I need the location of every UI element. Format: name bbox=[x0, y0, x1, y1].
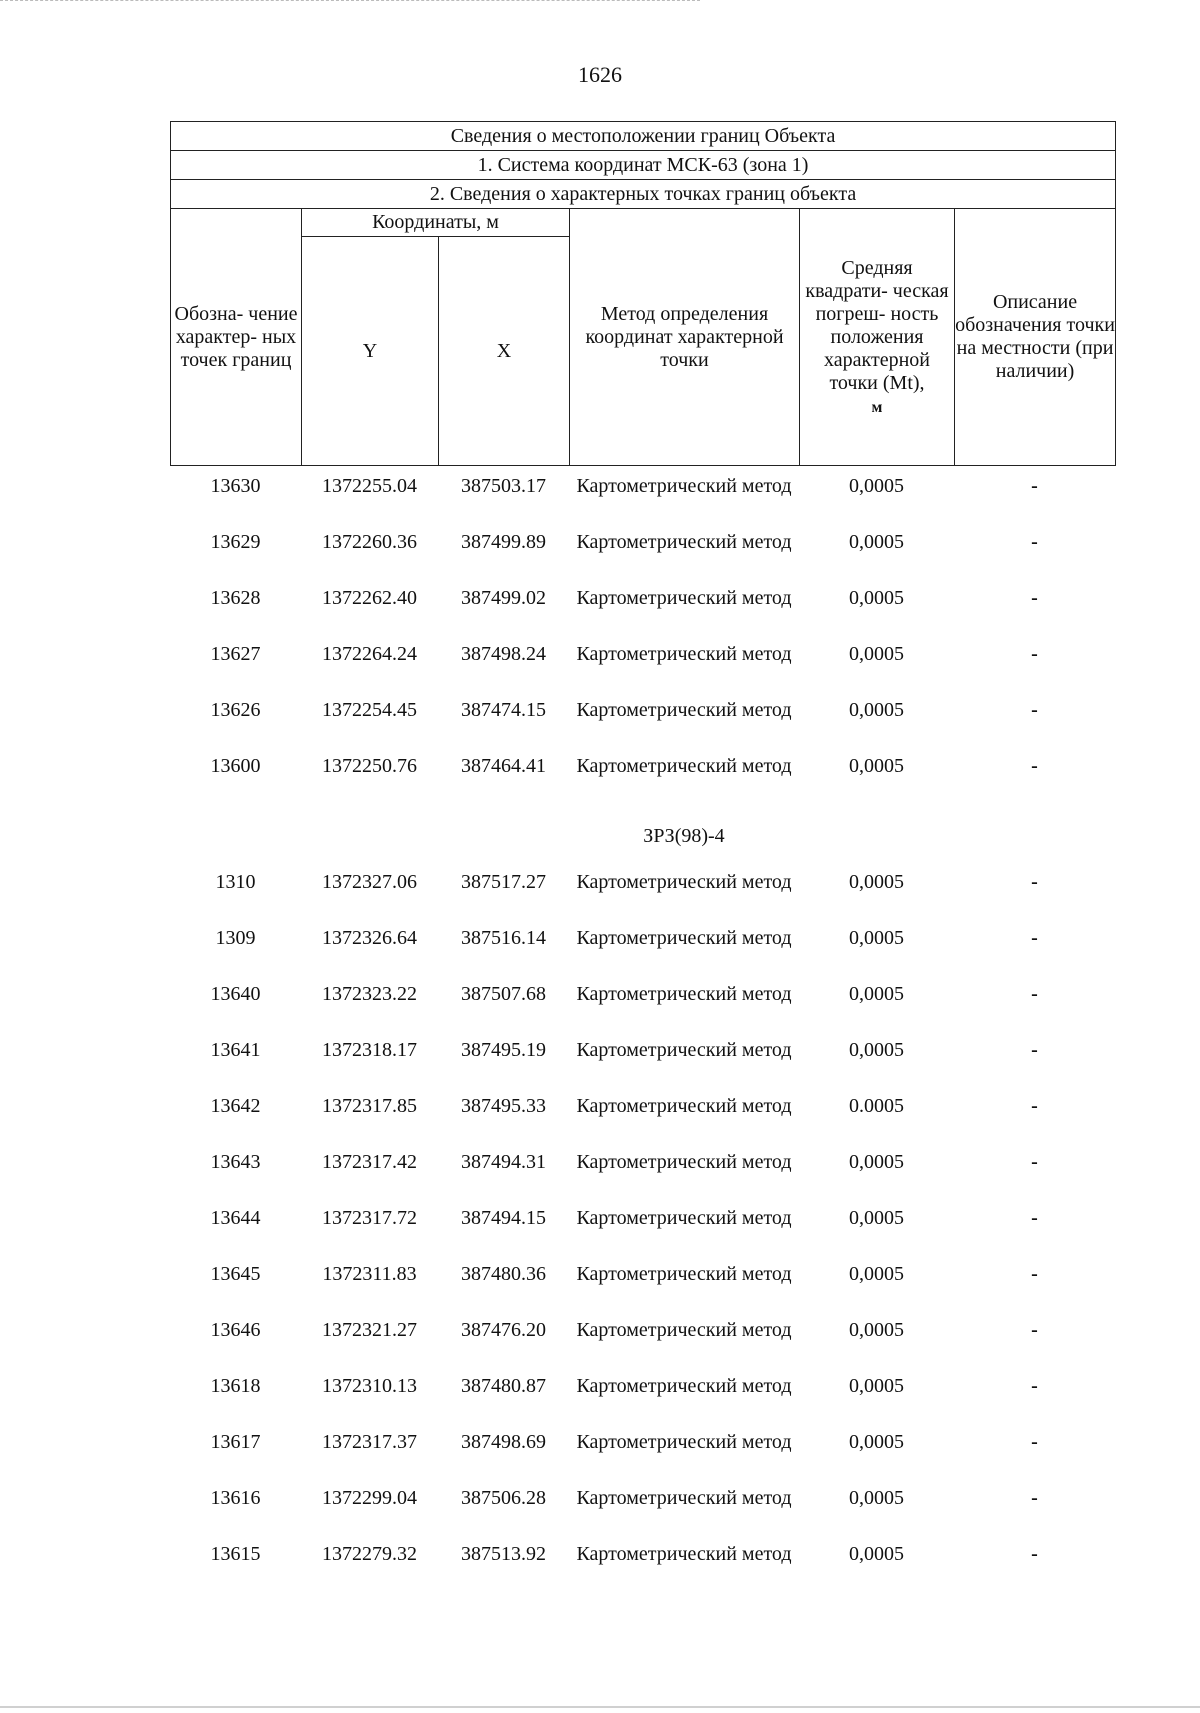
table-row bbox=[170, 528, 1115, 584]
mean-error: 0,0005 bbox=[849, 475, 904, 497]
coord-x: 387474.15 bbox=[461, 699, 546, 721]
description: - bbox=[1031, 1263, 1038, 1285]
mean-error: 0.0005 bbox=[849, 1095, 904, 1117]
coord-x: 387517.27 bbox=[461, 871, 546, 893]
mean-error: 0,0005 bbox=[849, 927, 904, 949]
mean-error: 0,0005 bbox=[849, 871, 904, 893]
table-row bbox=[170, 868, 1115, 924]
mean-error: 0,0005 bbox=[849, 531, 904, 553]
coord-y: 1372279.32 bbox=[322, 1543, 417, 1565]
description: - bbox=[1031, 1487, 1038, 1509]
method: Картометрический метод bbox=[576, 475, 792, 497]
col-point-header: Обозна- чение характер- ных точек границ bbox=[171, 209, 302, 466]
point-id: 13645 bbox=[210, 1263, 261, 1285]
coord-x: 387495.19 bbox=[461, 1039, 546, 1061]
table-row bbox=[170, 752, 1115, 808]
mean-error: 0,0005 bbox=[849, 1431, 904, 1453]
table-row bbox=[170, 1372, 1115, 1428]
coord-x: 387498.69 bbox=[461, 1431, 546, 1453]
description: - bbox=[1031, 1431, 1038, 1453]
point-id: 13617 bbox=[210, 1431, 261, 1453]
coord-y: 1372299.04 bbox=[322, 1487, 417, 1509]
description: - bbox=[1031, 1543, 1038, 1565]
point-id: 13643 bbox=[210, 1151, 261, 1173]
point-id: 13644 bbox=[210, 1207, 261, 1229]
mean-error: 0,0005 bbox=[849, 643, 904, 665]
coord-y: 1372310.13 bbox=[322, 1375, 417, 1397]
point-id: 13627 bbox=[210, 643, 261, 665]
coord-y: 1372317.37 bbox=[322, 1431, 417, 1453]
table-row bbox=[170, 584, 1115, 640]
coord-x: 387498.24 bbox=[461, 643, 546, 665]
col-error-text: Средняя квадрати- ческая погреш- ность положения характерной точки (Mt), bbox=[805, 256, 949, 394]
coord-y: 1372317.72 bbox=[322, 1207, 417, 1229]
coord-x: 387499.02 bbox=[461, 587, 546, 609]
coord-y: 1372323.22 bbox=[322, 983, 417, 1005]
coord-y: 1372260.36 bbox=[322, 531, 417, 553]
table-row bbox=[170, 640, 1115, 696]
method: Картометрический метод bbox=[576, 1431, 792, 1453]
mean-error: 0,0005 bbox=[849, 1151, 904, 1173]
method: Картометрический метод bbox=[576, 927, 792, 949]
coord-x: 387480.87 bbox=[461, 1375, 546, 1397]
description: - bbox=[1031, 1039, 1038, 1061]
coord-x: 387494.31 bbox=[461, 1151, 546, 1173]
coord-x: 387494.15 bbox=[461, 1207, 546, 1229]
table-row bbox=[170, 1036, 1115, 1092]
coord-y: 1372318.17 bbox=[322, 1039, 417, 1061]
mean-error: 0,0005 bbox=[849, 1039, 904, 1061]
section-label: ЗРЗ(98)-4 bbox=[643, 825, 725, 847]
mean-error: 0,0005 bbox=[849, 983, 904, 1005]
col-error-header bbox=[800, 209, 955, 466]
mean-error: 0,0005 bbox=[849, 1487, 904, 1509]
points-table bbox=[170, 472, 1115, 1596]
coord-y: 1372250.76 bbox=[322, 755, 417, 777]
point-id: 13641 bbox=[210, 1039, 261, 1061]
method: Картометрический метод bbox=[576, 1263, 792, 1285]
table-row bbox=[170, 472, 1115, 528]
scan-edge-top bbox=[0, 0, 700, 1]
point-id: 13630 bbox=[210, 475, 261, 497]
mean-error: 0,0005 bbox=[849, 1543, 904, 1565]
page-number: 1626 bbox=[578, 62, 622, 87]
method: Картометрический метод bbox=[576, 1095, 792, 1117]
method: Картометрический метод bbox=[576, 1151, 792, 1173]
table-row bbox=[170, 1428, 1115, 1484]
method: Картометрический метод bbox=[576, 643, 792, 665]
method: Картометрический метод bbox=[576, 1375, 792, 1397]
point-id: 13615 bbox=[210, 1543, 261, 1565]
point-id: 13640 bbox=[210, 983, 261, 1005]
table-row bbox=[170, 1484, 1115, 1540]
description: - bbox=[1031, 755, 1038, 777]
description: - bbox=[1031, 699, 1038, 721]
coord-x: 387464.41 bbox=[461, 755, 546, 777]
method: Картометрический метод bbox=[576, 871, 792, 893]
method: Картометрический метод bbox=[576, 1319, 792, 1341]
header-table bbox=[170, 121, 1116, 466]
table-row bbox=[170, 924, 1115, 980]
coord-x: 387480.36 bbox=[461, 1263, 546, 1285]
description: - bbox=[1031, 587, 1038, 609]
coord-x: 387506.28 bbox=[461, 1487, 546, 1509]
coord-y: 1372254.45 bbox=[322, 699, 417, 721]
description: - bbox=[1031, 643, 1038, 665]
coord-y: 1372262.40 bbox=[322, 587, 417, 609]
mean-error: 0,0005 bbox=[849, 1207, 904, 1229]
method: Картометрический метод bbox=[576, 699, 792, 721]
point-id: 13646 bbox=[210, 1319, 261, 1341]
col-method-header: Метод определения координат характерной точки bbox=[570, 209, 800, 466]
mean-error: 0,0005 bbox=[849, 1263, 904, 1285]
col-y-header: Y bbox=[302, 237, 439, 466]
coordinate-system: 1. Система координат МСК-63 (зона 1) bbox=[171, 151, 1116, 180]
point-id: 13600 bbox=[210, 755, 261, 777]
coord-x: 387507.68 bbox=[461, 983, 546, 1005]
point-id: 1310 bbox=[215, 871, 256, 893]
table-row bbox=[170, 696, 1115, 752]
header-subtitle: 2. Сведения о характерных точках границ объекта bbox=[171, 180, 1116, 209]
method: Картометрический метод bbox=[576, 587, 792, 609]
coord-x: 387513.92 bbox=[461, 1543, 546, 1565]
coord-y: 1372326.64 bbox=[322, 927, 417, 949]
point-id: 13618 bbox=[210, 1375, 261, 1397]
coord-x: 387499.89 bbox=[461, 531, 546, 553]
coord-x: 387516.14 bbox=[461, 927, 546, 949]
description: - bbox=[1031, 927, 1038, 949]
coord-x: 387495.33 bbox=[461, 1095, 546, 1117]
description: - bbox=[1031, 1207, 1038, 1229]
coord-y: 1372317.85 bbox=[322, 1095, 417, 1117]
col-coords-header: Координаты, м bbox=[302, 209, 570, 237]
table-row bbox=[170, 980, 1115, 1036]
method: Картометрический метод bbox=[576, 1207, 792, 1229]
mean-error: 0,0005 bbox=[849, 1375, 904, 1397]
coord-y: 1372317.42 bbox=[322, 1151, 417, 1173]
coord-y: 1372264.24 bbox=[322, 643, 417, 665]
description: - bbox=[1031, 531, 1038, 553]
point-id: 1309 bbox=[215, 927, 256, 949]
description: - bbox=[1031, 1319, 1038, 1341]
point-id: 13628 bbox=[210, 587, 261, 609]
point-id: 13629 bbox=[210, 531, 261, 553]
description: - bbox=[1031, 1375, 1038, 1397]
method: Картометрический метод bbox=[576, 1543, 792, 1565]
coord-y: 1372255.04 bbox=[322, 475, 417, 497]
mean-error: 0,0005 bbox=[849, 587, 904, 609]
table-row bbox=[170, 1260, 1115, 1316]
table-row bbox=[170, 1092, 1115, 1148]
description: - bbox=[1031, 983, 1038, 1005]
header-title: Сведения о местоположении границ Объекта bbox=[171, 122, 1116, 151]
col-error-unit: м bbox=[871, 398, 883, 416]
coord-x: 387503.17 bbox=[461, 475, 546, 497]
method: Картометрический метод bbox=[576, 1039, 792, 1061]
method: Картометрический метод bbox=[576, 983, 792, 1005]
method: Картометрический метод bbox=[576, 1487, 792, 1509]
coord-y: 1372327.06 bbox=[322, 871, 417, 893]
description: - bbox=[1031, 1095, 1038, 1117]
col-x-header: X bbox=[439, 237, 570, 466]
coord-y: 1372321.27 bbox=[322, 1319, 417, 1341]
coord-x: 387476.20 bbox=[461, 1319, 546, 1341]
scan-edge-bottom bbox=[0, 1706, 1200, 1708]
point-id: 13616 bbox=[210, 1487, 261, 1509]
table-row bbox=[170, 1540, 1115, 1596]
method: Картометрический метод bbox=[576, 755, 792, 777]
description: - bbox=[1031, 871, 1038, 893]
mean-error: 0,0005 bbox=[849, 1319, 904, 1341]
table-row bbox=[170, 1204, 1115, 1260]
method: Картометрический метод bbox=[576, 531, 792, 553]
mean-error: 0,0005 bbox=[849, 755, 904, 777]
table-row bbox=[170, 1148, 1115, 1204]
col-desc-header: Описание обозначения точки на местности (при наличии) bbox=[955, 209, 1116, 466]
description: - bbox=[1031, 475, 1038, 497]
table-row bbox=[170, 1316, 1115, 1372]
description: - bbox=[1031, 1151, 1038, 1173]
point-id: 13642 bbox=[210, 1095, 261, 1117]
point-id: 13626 bbox=[210, 699, 261, 721]
mean-error: 0,0005 bbox=[849, 699, 904, 721]
coord-y: 1372311.83 bbox=[322, 1263, 417, 1285]
